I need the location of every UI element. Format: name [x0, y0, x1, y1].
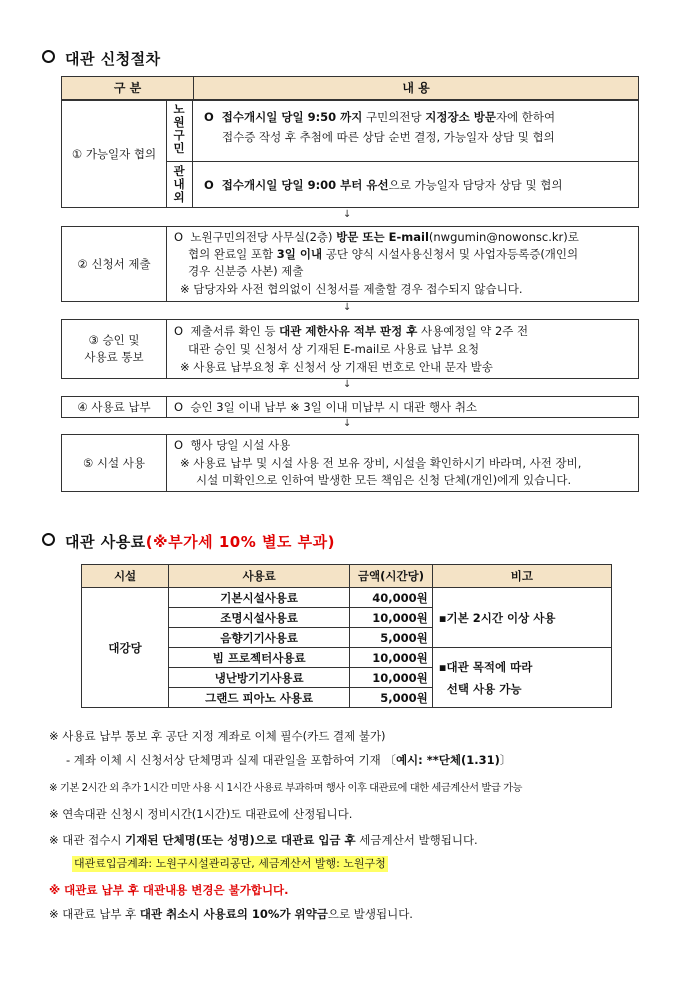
table-row	[82, 588, 612, 608]
fee-name: 냉난방기기사용료	[169, 668, 350, 688]
note-no-change: ※ 대관료 납부 후 대관내용 변경은 불가합니다.	[49, 883, 289, 897]
note-maintenance-time: ※ 연속대관 신청시 정비시간(1시간)도 대관료에 산정됩니다.	[49, 807, 353, 821]
text: ※ 대관료 납부 후	[49, 907, 140, 921]
text: - 계좌 이체 시 신청서상 단체명과 실제 대관일을 포함하여 기재 〔	[66, 753, 396, 767]
section-title-text: 대관 사용료	[65, 533, 146, 551]
fee-name: 조명시설사용료	[169, 608, 350, 628]
bold-text: 예시: **단체(1.31)	[395, 753, 500, 767]
section-title-text: 대관 신청절차	[65, 50, 161, 68]
remark-line: 선택 사용 가능	[446, 681, 522, 696]
fee-name: 빔 프로젝터사용료	[169, 648, 350, 668]
bold-text: 접수개시일 당일 9:00 부터 유선	[221, 178, 389, 192]
step-1-sub1-label: 노 원 구 민	[173, 102, 185, 155]
header-content: 내 용	[402, 81, 430, 95]
step-1-sub1-line2: 접수증 작성 후 추첨에 따른 상담 순번 결정, 가능일자 상담 및 협의	[222, 130, 555, 144]
circle-bullet-icon	[42, 533, 55, 546]
text: 협의 완료일 포함	[188, 247, 277, 261]
step-4-row	[61, 396, 639, 418]
step-2-label: ② 신청서 제출	[62, 227, 167, 301]
step-2-row	[61, 226, 639, 302]
step-5-row	[61, 434, 639, 492]
fee-amount: 10,000원	[350, 608, 433, 628]
step-2-line4: ※ 담당자와 사전 협의없이 신청서를 제출할 경우 접수되지 않습니다.	[180, 282, 523, 296]
fee-name: 기본시설사용료	[169, 588, 350, 608]
text: ※ 대관 접수시	[49, 833, 126, 847]
text: 제출서류 확인 등	[190, 324, 280, 338]
text: 구민의전당	[362, 110, 426, 124]
step-3-row	[61, 319, 639, 379]
text: 〕	[499, 753, 512, 767]
text: 사용예정일 약 2주 전	[417, 324, 529, 338]
step-4-line1: O 승인 3일 이내 납부 ※ 3일 이내 미납부 시 대관 행사 취소	[174, 400, 478, 414]
text: 승인 3일 이내 납부 ※ 3일 이내 미납부 시 대관 행사 취소	[190, 400, 478, 414]
text: (nwgumin@nowonsc.kr)로	[428, 230, 579, 244]
fee-name: 음향기기사용료	[169, 628, 350, 648]
down-arrow-icon: ↓	[343, 379, 352, 390]
label-text: ③ 승인 및	[88, 333, 140, 347]
column-header: 비고	[432, 565, 611, 588]
bold-text: 3일 이내	[276, 247, 323, 261]
bold-text: 대관 제한사유 적부 판정 후	[279, 324, 418, 338]
column-header: 시설	[82, 565, 169, 588]
step-3-line3: ※ 사용료 납부요청 후 신청서 상 기재된 번호로 안내 문자 발송	[180, 360, 493, 374]
fee-table	[81, 564, 612, 708]
bold-text: 방문 또는 E-mail	[336, 230, 429, 244]
procedure-table-header	[61, 76, 639, 100]
note-account-info: 대관료입금계좌: 노원구시설관리공단, 세금계산서 발행: 노원구청	[74, 857, 386, 870]
circle-bullet-icon	[42, 50, 55, 63]
column-header: 사용료	[169, 565, 350, 588]
note-extra-hour: ※ 기본 2시간 외 추가 1시간 미만 사용 시 1시간 사용료 부과하며 행사 이후 대관료에 대한 세금계산서 발급 가능	[49, 782, 522, 794]
down-arrow-icon: ↓	[343, 209, 352, 220]
down-arrow-icon: ↓	[343, 302, 352, 313]
fee-amount: 40,000원	[350, 588, 433, 608]
fee-amount: 5,000원	[350, 688, 433, 708]
remark-line: ▪대관 목적에 따라	[438, 659, 533, 674]
text: 자에 한하여	[495, 110, 556, 124]
facility-cell: 대강당	[82, 588, 169, 708]
step-1-label: ① 가능일자 협의	[62, 101, 167, 207]
note-transfer-required: ※ 사용료 납부 통보 후 공단 지정 계좌로 이체 필수(카드 결제 불가)	[49, 729, 386, 743]
remark-basic: ▪기본 2시간 이상 사용	[432, 588, 611, 648]
note-transfer-format	[66, 752, 511, 768]
section-title-procedure	[42, 48, 161, 69]
note-tax-invoice	[49, 832, 478, 848]
bold-text: 대관 취소시 사용료의 10%가 위약금	[139, 907, 328, 921]
text: 으로 발생됩니다.	[327, 907, 413, 921]
step-2-line3: 경우 신분증 사본) 제출	[188, 264, 304, 278]
step-5-line1: O 행사 당일 시설 사용	[174, 438, 291, 452]
fee-name: 그랜드 피아노 사용료	[169, 688, 350, 708]
fee-amount: 10,000원	[350, 648, 433, 668]
vat-note: (※부가세 10% 별도 부과)	[145, 533, 335, 551]
step-5-line3: 시설 미확인으로 인하여 발생한 모든 책임은 신청 단체(개인)에게 있습니다.	[196, 473, 572, 487]
step-5-line2: ※ 사용료 납부 및 시설 사용 전 보유 장비, 시설을 확인하시기 바라며, 사전 장비,	[180, 456, 582, 470]
header-category: 구 분	[62, 77, 194, 99]
step-1-sub2-line: O 접수개시일 당일 9:00 부터 유선으로 가능일자 담당자 상담 및 협의	[204, 178, 563, 192]
step-1-sub1-line1: O 접수개시일 당일 9:50 까지 구민의전당 지정장소 방문자에 한하여	[204, 110, 556, 124]
fee-amount: 10,000원	[350, 668, 433, 688]
remark-optional	[432, 648, 611, 708]
step-2-line1: O 노원구민의전당 사무실(2층) 방문 또는 E-mail(nwgumin@nowonsc.kr)로	[174, 230, 579, 244]
text: 으로 가능일자 담당자 상담 및 협의	[388, 178, 563, 192]
label-text: 사용료 통보	[84, 350, 144, 364]
step-3-label	[62, 320, 167, 378]
step-5-label: ⑤ 시설 사용	[62, 435, 167, 491]
note-cancellation-penalty	[49, 906, 413, 922]
fee-amount: 5,000원	[350, 628, 433, 648]
fee-table-header	[82, 565, 612, 588]
step-4-label: ④ 사용료 납부	[62, 397, 167, 417]
text: 행사 당일 시설 사용	[190, 438, 291, 452]
divider	[166, 161, 639, 162]
bold-text: 지정장소 방문	[425, 110, 496, 124]
bold-text: 접수개시일 당일 9:50 까지	[221, 110, 363, 124]
column-header: 금액(시간당)	[350, 565, 433, 588]
step-3-line2: 대관 승인 및 신청서 상 기재된 E-mail로 사용료 납부 요청	[188, 342, 480, 356]
step-3-line1: O 제출서류 확인 등 대관 제한사유 적부 판정 후 사용예정일 약 2주 전	[174, 324, 529, 338]
bold-text: 기재된 단체명(또는 성명)으로 대관료 입금 후	[125, 833, 356, 847]
text: 노원구민의전당 사무실(2층)	[190, 230, 337, 244]
down-arrow-icon: ↓	[343, 418, 352, 429]
step-1-row	[61, 100, 639, 208]
step-2-line2	[188, 246, 578, 263]
section-title-fees	[42, 531, 335, 552]
step-1-sub2-label: 관 내 외	[173, 164, 185, 204]
divider	[192, 101, 193, 207]
text: 세금계산서 발행됩니다.	[355, 833, 478, 847]
text: 공단 양식 시설사용신청서 및 사업자등록증(개인의	[322, 247, 579, 261]
